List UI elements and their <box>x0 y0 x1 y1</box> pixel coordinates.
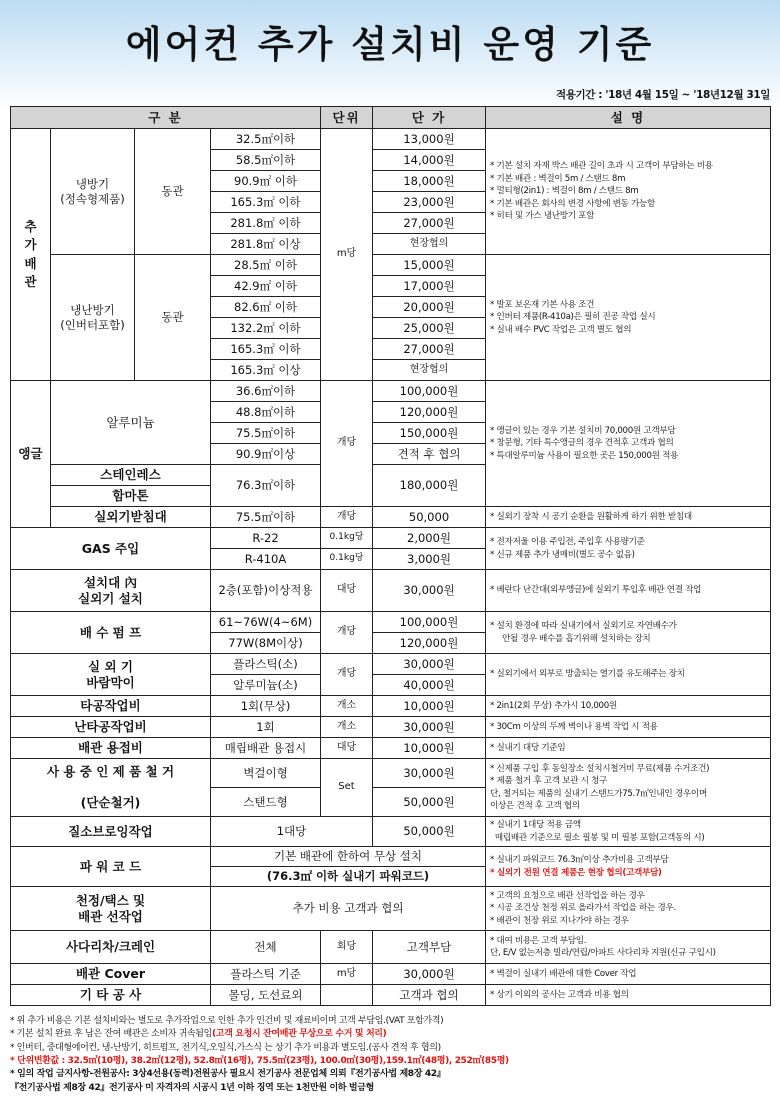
wind-price: 40,000원 <box>373 675 486 696</box>
weld-spec: 매립배관 용접시 <box>211 738 321 759</box>
removal-desc <box>486 759 771 817</box>
etc-name: 기 타 공 사 <box>11 985 211 1006</box>
gas-desc <box>486 528 771 570</box>
power-name: 파 워 코 드 <box>11 847 211 887</box>
ceiling-name <box>11 887 211 931</box>
nitrogen-desc-line: 매립배관 기준으로 필소 필봉 및 미 필봉 포함(고객동의 시) <box>490 832 705 843</box>
ceiling-desc-line: * 배관이 천장 위로 지나가야 하는 경우 <box>490 915 629 926</box>
weld-unit: 대당 <box>321 738 373 759</box>
cover-price: 30,000원 <box>373 964 486 985</box>
angle-hamaton: 함마톤 <box>51 486 211 507</box>
nitrogen-spec: 1대당 <box>211 817 373 847</box>
removal-desc-line: 단, 철거되는 제품의 실내기 스탠드가75.7㎡인내인 경우이며 <box>490 788 707 799</box>
ladder-desc <box>486 931 771 964</box>
inner-name <box>11 570 211 612</box>
angle-size: 36.6㎡이하 <box>211 381 321 402</box>
heating-size: 132.2㎡ 이하 <box>211 318 321 339</box>
support-unit: 개당 <box>321 507 373 528</box>
ladder-unit: 회당 <box>321 931 373 964</box>
angle-desc-line: * 특대알루미늄 사용이 필요한 곳은 150,000원 적용 <box>490 450 679 461</box>
header-price: 단 가 <box>373 107 486 129</box>
heating-material: 동관 <box>135 255 211 381</box>
nitrogen-name: 질소브로잉작업 <box>11 817 211 847</box>
note-line-bold: * 임의 작업 금지사항-전원공사: 3상4선용(동력)전원공사 필요시 전기공사 전문업체 의뢰『전기공사법 제8장 42』 <box>10 1069 446 1080</box>
note-line: * 인버터, 중대형에어컨, 냉-난방기, 히트펌프, 전기식,오일식,가스식 는 상기 추가 비용과 별도임.(공사 견적 후 협의) <box>10 1042 441 1053</box>
note-line: * 위 추가 비용은 기본 설치비와는 별도로 추가작업으로 인한 추가 인건비 및 재료비이며 고객 부담임.(VAT 포함가격) <box>10 1016 444 1026</box>
hole-desc: * 2in1(2회 무상) 추가시 10,000원 <box>486 696 771 717</box>
heating-price: 현장협의 <box>373 360 486 381</box>
ceiling-name-1: 천정/택스 및 <box>75 892 146 908</box>
heating-size: 82.6㎡ 이하 <box>211 297 321 318</box>
cooling-desc <box>486 129 771 255</box>
angle-size: 75.5㎡이하 <box>211 423 321 444</box>
heating-size: 165.3㎡ 이상 <box>211 360 321 381</box>
heating-price: 20,000원 <box>373 297 486 318</box>
ceiling-desc-line: * 고객의 요청으로 배관 선작업을 하는 경우 <box>490 890 645 901</box>
cooling-name-1: 냉방기 <box>75 177 110 192</box>
ladder-spec: 전체 <box>211 931 321 964</box>
gas-unit: 0.1kg당 <box>321 528 373 549</box>
cooling-desc-line: * 기본 배관 : 벽걸이 5m / 스탠드 8m <box>490 173 626 184</box>
note-red-text: (고객 요청시 잔여배관 무상으로 수거 및 처리) <box>211 1029 387 1040</box>
header-category: 구 분 <box>11 107 321 129</box>
cooling-desc-line: * 기본 설치 자재 박스 배관 길이 초과 시 고객이 부담하는 비용 <box>490 161 713 172</box>
angle-unit: 개당 <box>321 381 373 507</box>
removal-desc-line: 이상은 견적 후 고객 협의 <box>490 800 580 811</box>
power-spec2: (76.3㎡ 이하 실내기 파워코드) <box>211 867 486 887</box>
etc-price: 고객과 협의 <box>373 985 486 1006</box>
power-spec1: 기본 배관에 한하여 무상 설치 <box>211 847 486 867</box>
cooling-size: 165.3㎡ 이하 <box>211 192 321 213</box>
support-name: 실외기받침대 <box>51 507 211 528</box>
gas-unit: 0.1kg당 <box>321 549 373 570</box>
heating-desc-line: * 실내 배수 PVC 작업은 고객 별도 협의 <box>490 324 632 335</box>
period-text: 적용기간 : '18년 4월 15일 ~ '18년12월 31일 <box>555 89 770 101</box>
ceiling-desc-line: * 시공 조건상 천정 위로 올라가서 작업을 하는 경우. <box>490 903 676 914</box>
angle-desc-line: * 앵글이 있는 경우 기본 설치비 70,000원 고객부담 <box>490 425 676 436</box>
hole-name: 타공작업비 <box>11 696 211 717</box>
angle-price: 150,000원 <box>373 423 486 444</box>
hole-price: 10,000원 <box>373 696 486 717</box>
note-line <box>10 1028 770 1041</box>
weld-price: 10,000원 <box>373 738 486 759</box>
support-desc: * 실외기 장착 시 공기 순환을 원활하게 하기 위한 받침대 <box>486 507 771 528</box>
removal-desc-line: * 신제품 구입 후 동일장소 설치시철거비 무료(제품 수거조건) <box>490 763 710 774</box>
cover-desc: * 벽걸이 실내기 배관에 대한 Cover 작업 <box>486 964 771 985</box>
heating-desc-line: * 인버터 제품(R-410a)은 필히 진공 작업 실시 <box>490 312 656 323</box>
gas-type: R-22 <box>211 528 321 549</box>
pipe-category <box>11 129 51 381</box>
cooling-size: 281.8㎡ 이하 <box>211 213 321 234</box>
ladder-desc-line: 단, E/V 없는저층 빌라/연립/아파트 사다리차 지원(신규 구입시) <box>490 948 716 958</box>
cost-table <box>10 106 771 1006</box>
power-desc-red-line: * 실외기 전원 연결 제품은 현장 협의(고객부담) <box>490 867 662 878</box>
heating-name <box>51 255 135 381</box>
ladder-name: 사다리차/크레인 <box>11 931 211 964</box>
hard-hole-spec: 1회 <box>211 717 321 738</box>
wind-name <box>11 654 211 696</box>
pump-desc-line: * 설치 환경에 따라 실내기에서 실외기로 자연배수가 <box>490 621 677 632</box>
inner-name-1: 설치대 內 <box>83 574 138 590</box>
pump-unit: 개당 <box>321 612 373 654</box>
angle-aluminum: 알루미늄 <box>51 381 211 465</box>
weld-name: 배관 용접비 <box>11 738 211 759</box>
note-text: * 기본 설치 완료 후 남은 잔여 배관은 소비자 귀속됨임 <box>10 1029 212 1040</box>
power-desc <box>486 847 771 887</box>
inner-unit: 대당 <box>321 570 373 612</box>
ceiling-name-2: 배관 선작업 <box>78 908 143 924</box>
angle-category: 앵글 <box>11 381 51 528</box>
removal-spec: 스탠드형 <box>211 788 321 817</box>
gas-desc-line: * 전자저울 이용 주입전, 주입후 사용량기준 <box>490 537 645 548</box>
heating-price: 27,000원 <box>373 339 486 360</box>
cooling-size: 32.5㎡이하 <box>211 129 321 150</box>
angle-desc-line: * 창문형, 기타 특수앵글의 경우 견적후 고객과 협의 <box>490 438 674 449</box>
cooling-size: 90.9㎡ 이하 <box>211 171 321 192</box>
pump-price: 120,000원 <box>373 633 486 654</box>
cooling-price: 14,000원 <box>373 150 486 171</box>
inner-desc: * 베란다 난간대(외부앵글)에 실외기 투입후 배관 연결 작업 <box>486 570 771 612</box>
gas-name: GAS 주입 <box>11 528 211 570</box>
angle-size: 48.8㎡이하 <box>211 402 321 423</box>
wind-unit: 개당 <box>321 654 373 696</box>
heating-size: 165.3㎡ 이하 <box>211 339 321 360</box>
footnotes <box>10 1015 770 1095</box>
removal-name-2: (단순철거) <box>80 795 141 811</box>
ladder-price: 고객부담 <box>373 931 486 964</box>
angle-st-size: 76.3㎡이하 <box>211 465 321 507</box>
removal-desc-line: * 제품 철거 후 고객 보관 시 청구 <box>490 776 608 787</box>
removal-unit: Set <box>321 759 373 817</box>
hard-hole-desc: * 30Cm 이상의 두께 벽이나 용벽 작업 시 적용 <box>486 717 771 738</box>
header-unit: 단위 <box>321 107 373 129</box>
ceiling-spec: 추가 비용 고객과 협의 <box>211 887 486 931</box>
pump-spec: 77W(8M이상) <box>211 633 321 654</box>
cooling-desc-line: * 히터 및 가스 냉난방기 포함 <box>490 211 595 222</box>
hard-hole-unit: 개소 <box>321 717 373 738</box>
heating-price: 25,000원 <box>373 318 486 339</box>
header-desc: 설 명 <box>486 107 771 129</box>
cooling-price: 23,000원 <box>373 192 486 213</box>
angle-price: 100,000원 <box>373 381 486 402</box>
angle-stainless: 스테인레스 <box>51 465 211 486</box>
removal-price: 50,000원 <box>373 788 486 817</box>
cooling-name <box>51 129 135 255</box>
cover-spec: 플라스틱 기준 <box>211 964 321 985</box>
cover-unit: m당 <box>321 964 373 985</box>
inner-price: 30,000원 <box>373 570 486 612</box>
ceiling-desc <box>486 887 771 931</box>
pump-spec: 61~76W(4~6M) <box>211 612 321 633</box>
pump-price: 100,000원 <box>373 612 486 633</box>
note-line-red: * 단위변환값 : 32.5㎡(10평), 38.2㎡(12평), 52.8㎡(16평), 75.5㎡(23평), 100.0㎡(30평),159.1㎡(48평), 252㎡(85평) <box>10 1055 509 1066</box>
pipe-label: 추 가 배 관 <box>24 219 37 289</box>
page-title: 에어컨 추가 설치비 운영 기준 <box>125 23 655 66</box>
cover-name: 배관 Cover <box>11 964 211 985</box>
support-size: 75.5㎡이하 <box>211 507 321 528</box>
note-line-bold: 『전기공사법 제8장 42』전기공사 미 자격자의 시공시 1년 이하 징역 또는 1천만원 이하 벌금형 <box>10 1082 374 1093</box>
wind-desc: * 실외기에서 외부로 방출되는 열기를 유도해주는 장치 <box>486 654 771 696</box>
hole-unit: 개소 <box>321 696 373 717</box>
nitrogen-desc-line: * 실내기 1대당 적용 금액 <box>490 820 581 831</box>
cooling-size: 58.5㎡이하 <box>211 150 321 171</box>
removal-name-1: 사 용 중 인 제 품 철 거 <box>46 764 175 780</box>
gas-price: 3,000원 <box>373 549 486 570</box>
heating-price: 17,000원 <box>373 276 486 297</box>
angle-desc <box>486 381 771 507</box>
inner-name-2: 실외기 설치 <box>78 590 143 606</box>
wind-name-2: 바람막이 <box>86 674 135 690</box>
removal-price: 30,000원 <box>373 759 486 788</box>
hole-spec: 1회(무상) <box>211 696 321 717</box>
etc-spec: 몰딩, 도선료외 <box>211 985 321 1006</box>
etc-unit <box>321 985 373 1006</box>
support-price: 50,000 <box>373 507 486 528</box>
heating-desc-line: * 발포 보온재 기본 사용 조건 <box>490 299 595 310</box>
pump-desc <box>486 612 771 654</box>
cooling-price: 18,000원 <box>373 171 486 192</box>
angle-price: 120,000원 <box>373 402 486 423</box>
cooling-price: 27,000원 <box>373 213 486 234</box>
nitrogen-price: 50,000원 <box>373 817 486 847</box>
removal-spec: 벽걸이형 <box>211 759 321 788</box>
gas-type: R-410A <box>211 549 321 570</box>
wind-name-1: 실 외 기 <box>88 658 133 674</box>
cooling-size: 281.8㎡ 이상 <box>211 234 321 255</box>
wind-spec: 알루미늄(소) <box>211 675 321 696</box>
heating-name-2: (인버터포함) <box>60 317 125 332</box>
heating-name-1: 냉난방기 <box>70 303 115 318</box>
weld-desc: * 실내기 대당 기준임 <box>486 738 771 759</box>
hard-hole-price: 30,000원 <box>373 717 486 738</box>
inner-spec: 2층(포함)이상적용 <box>211 570 321 612</box>
cooling-price: 13,000원 <box>373 129 486 150</box>
pump-desc-line: 안될 경우 배수를 흡기위해 설치하는 장치 <box>490 633 651 644</box>
wind-spec: 플라스틱(소) <box>211 654 321 675</box>
cooling-price: 현장협의 <box>373 234 486 255</box>
cooling-desc-line: * 멀티형(2in1) : 벽걸이 8m / 스탠드 8m <box>490 186 639 197</box>
pump-name: 배 수 펌 프 <box>11 612 211 654</box>
cooling-desc-line: * 기본 배관은 회사의 변경 사항에 변동 가능함 <box>490 198 656 209</box>
angle-size: 90.9㎡이상 <box>211 444 321 465</box>
pipe-unit: m당 <box>321 129 373 381</box>
ladder-desc-line: * 대여 비용은 고객 부담임. <box>490 935 587 946</box>
wind-price: 30,000원 <box>373 654 486 675</box>
cooling-name-2: (정속형제품) <box>60 191 125 206</box>
etc-desc: * 상기 이외의 공사는 고객과 비용 협의 <box>486 985 771 1006</box>
heating-size: 42.9㎡ 이하 <box>211 276 321 297</box>
heating-size: 28.5㎡ 이하 <box>211 255 321 276</box>
gas-desc-line: * 신규 제품 추가 냉매비(별도 공수 없음) <box>490 549 635 560</box>
nitrogen-desc <box>486 817 771 847</box>
cooling-material: 동관 <box>135 129 211 255</box>
angle-price: 견적 후 협의 <box>373 444 486 465</box>
heating-price: 15,000원 <box>373 255 486 276</box>
hard-hole-name: 난타공작업비 <box>11 717 211 738</box>
removal-name <box>11 759 211 817</box>
power-desc-line: * 실내기 파워코드 76.3㎡이상 추가비용 고객부담 <box>490 855 669 866</box>
heating-desc <box>486 255 771 381</box>
gas-price: 2,000원 <box>373 528 486 549</box>
angle-st-price: 180,000원 <box>373 465 486 507</box>
